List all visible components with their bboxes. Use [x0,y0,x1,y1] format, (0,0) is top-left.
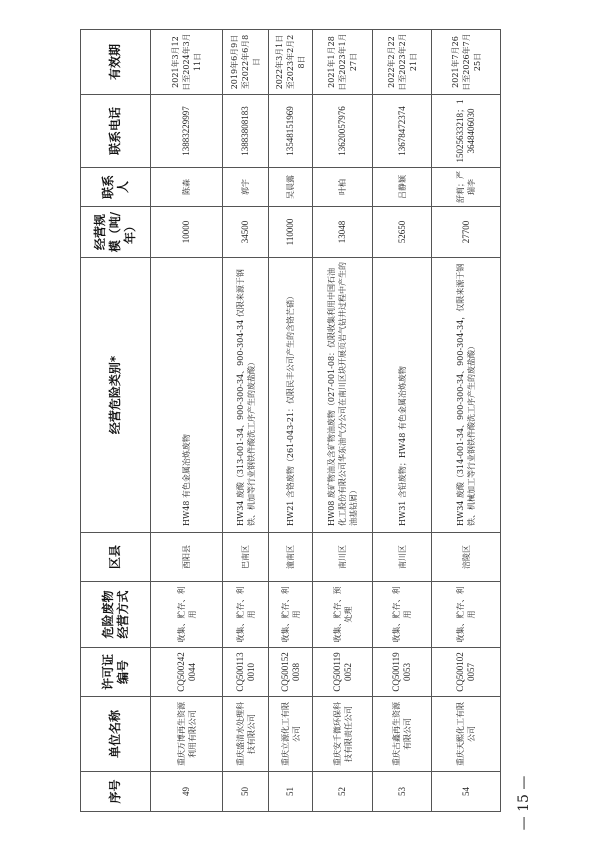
cell-district: 南川区 [373,533,432,582]
cell-unit-name: 重庆万博再生资源利用有限公司 [151,697,223,772]
cell-category: HW21 含铬废物（261-043-21：仅限民丰公司产生的含铬芒硝） [269,258,313,533]
cell-contact: 陈森 [151,168,223,207]
cell-license-no: CQ5001190052 [313,648,373,697]
cell-seq: 50 [223,772,269,812]
cell-contact: 郭宇 [223,168,269,207]
table-row [313,30,373,812]
cell-category: HW31 含铅废物；HW48 有色金属冶炼废物 [373,258,432,533]
cell-unit-name: 重庆盛清水处理科技有限公司 [223,697,269,772]
cell-method: 收集、贮存、利用 [223,582,269,648]
cell-category: HW34 废酸（314-001-34、900-300-34、900-304-34，仅限来源于钢铁、机械加工等行业钢铁件酸洗工序产生的废盐酸） [432,258,501,533]
table-row [151,30,223,812]
cell-method: 收集、贮存、利用 [373,582,432,648]
cell-scale: 27700 [432,207,501,258]
cell-valid-period: 2021年7月26日至2026年7月25日 [432,30,501,95]
cell-category: HW48 有色金属冶炼废物 [151,258,223,533]
cell-scale: 110000 [269,207,313,258]
table-row [373,30,432,812]
cell-contact: 舒莉；严瑞李 [432,168,501,207]
cell-license-no: CQ5001020057 [432,648,501,697]
header-method: 危险废物经营方式 [81,582,151,648]
header-row [81,30,151,812]
cell-phone: 13620057976 [313,95,373,168]
header-license-no: 许可证编号 [81,648,151,697]
header-contact: 联系人 [81,168,151,207]
cell-phone: 13883229997 [151,95,223,168]
cell-method: 收集、贮存、利用 [151,582,223,648]
cell-valid-period: 2021年1月28日至2023年1月27日 [313,30,373,95]
cell-unit-name: 重庆天熙化工有限公司 [432,697,501,772]
cell-valid-period: 2022年3月1日至2023年2月28日 [269,30,313,95]
cell-phone: 15025633218；13648406030 [432,95,501,168]
cell-valid-period: 2019年6月9日至2022年6月8日 [223,30,269,95]
cell-method: 收集、贮存、利用 [269,582,313,648]
cell-unit-name: 重庆立源化工有限公司 [269,697,313,772]
cell-license-no: CQ5001130010 [223,648,269,697]
cell-method: 收集、贮存、利用 [432,582,501,648]
cell-license-no: CQ5001520038 [269,648,313,697]
cell-district: 涪陵区 [432,533,501,582]
cell-category: HW08 废矿物油及含矿物油废物（027-001-08：仅限收集利用中国石油化工股份有限公司华东油气分公司在南川区块开展页岩气钻井过程中产生的油基钻屑） [313,258,373,533]
cell-valid-period: 2021年3月12日至2024年3月11日 [151,30,223,95]
header-category: 经营危险类别* [81,258,151,533]
cell-seq: 54 [432,772,501,812]
header-valid-period: 有效期 [81,30,151,95]
cell-phone: 13678472374 [373,95,432,168]
cell-district: 南川区 [313,533,373,582]
header-district: 区县 [81,533,151,582]
cell-scale: 13048 [313,207,373,258]
cell-district: 潼南区 [269,533,313,582]
cell-seq: 52 [313,772,373,812]
cell-method: 收集、贮存、预处理 [313,582,373,648]
cell-scale: 10000 [151,207,223,258]
cell-seq: 53 [373,772,432,812]
cell-unit-name: 重庆安千微环保科技有限责任公司 [313,697,373,772]
table-row [269,30,313,812]
cell-seq: 51 [269,772,313,812]
header-unit-name: 单位名称 [81,697,151,772]
cell-unit-name: 重庆古鑫再生资源有限公司 [373,697,432,772]
table-row [432,30,501,812]
cell-scale: 52650 [373,207,432,258]
cell-valid-period: 2022年2月22日至2023年2月21日 [373,30,432,95]
cell-license-no: CQ5001190053 [373,648,432,697]
cell-district: 酉阳县 [151,533,223,582]
cell-contact: 吕静颖 [373,168,432,207]
rotated-page [80,30,500,812]
cell-seq: 49 [151,772,223,812]
cell-category: HW34 废酸（313-001-34、900-300-34、900-304-34 仅限来源于钢铁、机加等行业钢铁件酸洗工序产生的废盐酸） [223,258,269,533]
cell-phone: 13883808183 [223,95,269,168]
header-seq: 序号 [81,772,151,812]
cell-contact: 叶柏 [313,168,373,207]
table-row [223,30,269,812]
header-phone: 联系电话 [81,95,151,168]
page-number: — 15 — [516,775,532,831]
cell-contact: 吴晨露 [269,168,313,207]
hazardous-waste-license-table [80,29,501,812]
header-scale: 经营规模（吨/年） [81,207,151,258]
cell-phone: 13548151969 [269,95,313,168]
cell-scale: 34500 [223,207,269,258]
cell-district: 巴南区 [223,533,269,582]
cell-license-no: CQ5002420044 [151,648,223,697]
